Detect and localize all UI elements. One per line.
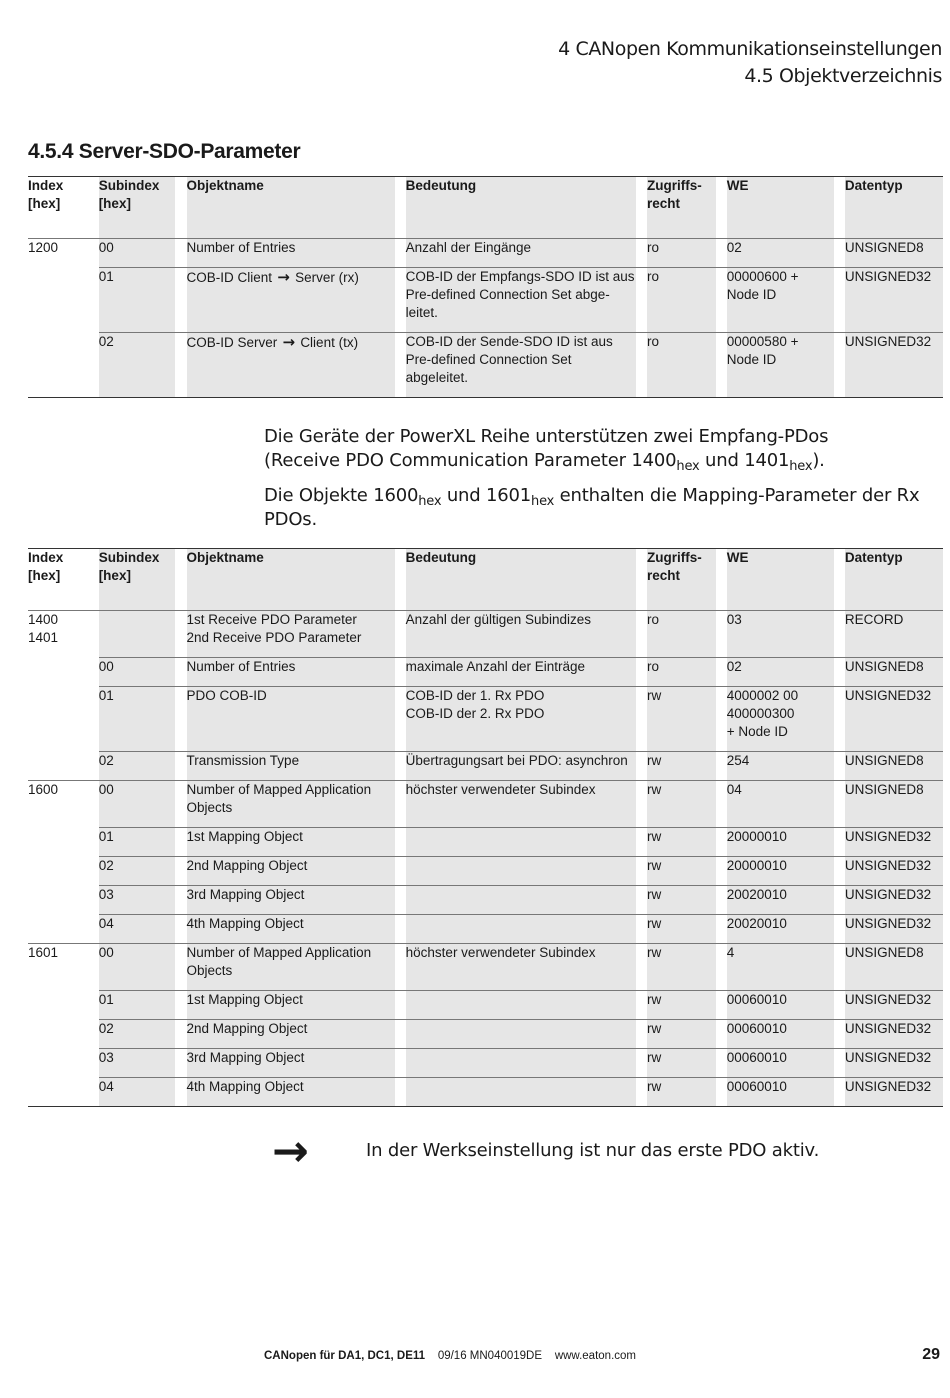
table-row xyxy=(28,915,943,944)
we-cell: 00060010 xyxy=(727,991,834,1020)
zugriff-cell: ro xyxy=(647,268,716,333)
header-objektname: Objektname xyxy=(187,549,395,611)
bedeutung-cell: Anzahl der Eingänge xyxy=(406,239,636,268)
table-row xyxy=(28,333,943,398)
note-text: In der Werkseinstellung ist nur das erste PDO aktiv. xyxy=(366,1140,820,1161)
table-row xyxy=(28,268,943,333)
datentyp-cell: UNSIGNED32 xyxy=(845,268,943,333)
we-cell: 02 xyxy=(727,658,834,687)
table-row xyxy=(28,1020,943,1049)
table-row xyxy=(28,611,943,658)
zugriff-cell: rw xyxy=(647,886,716,915)
objektname-cell: 4th Mapping Object xyxy=(187,1078,395,1107)
footer-doc-number: 09/16 MN040019DE xyxy=(437,1350,543,1362)
we-cell: 20020010 xyxy=(727,886,834,915)
bedeutung-cell xyxy=(406,991,636,1020)
zugriff-cell: rw xyxy=(647,991,716,1020)
bedeutung-cell xyxy=(406,857,636,886)
we-cell: 4 xyxy=(727,944,834,991)
table-row xyxy=(28,687,943,752)
paragraph-mapping xyxy=(264,484,924,532)
header-bedeutung: Bedeutung xyxy=(406,177,636,239)
datentyp-cell: UNSIGNED8 xyxy=(845,239,943,268)
objektname-cell: 1st Mapping Object xyxy=(187,991,395,1020)
server-sdo-table xyxy=(28,176,943,398)
subindex-cell xyxy=(99,611,176,658)
objektname-cell: Number of Mapped Application Objects xyxy=(187,781,395,828)
table-row xyxy=(28,752,943,781)
header-subindex: Subindex [hex] xyxy=(99,549,176,611)
right-arrow-icon: → xyxy=(277,333,301,351)
subindex-cell: 00 xyxy=(99,239,176,268)
datentyp-cell: UNSIGNED32 xyxy=(845,1020,943,1049)
objektname-cell: 4th Mapping Object xyxy=(187,915,395,944)
objektname-cell: 3rd Mapping Object xyxy=(187,886,395,915)
paragraph1-part-c: ). xyxy=(812,450,825,471)
index-cell: 1601 xyxy=(28,944,99,1107)
datentyp-cell: UNSIGNED32 xyxy=(845,915,943,944)
datentyp-cell: UNSIGNED32 xyxy=(845,857,943,886)
index-cell: 1200 xyxy=(28,239,99,398)
objektname-cell: Number of Entries xyxy=(187,658,395,687)
subindex-cell: 01 xyxy=(99,687,176,752)
objektname-cell: 2nd Mapping Object xyxy=(187,1020,395,1049)
we-cell: 03 xyxy=(727,611,834,658)
datentyp-cell: UNSIGNED8 xyxy=(845,658,943,687)
zugriff-cell: rw xyxy=(647,857,716,886)
footer-product: CANopen für DA1, DC1, DE11 xyxy=(264,1350,426,1362)
datentyp-cell: UNSIGNED32 xyxy=(845,687,943,752)
table-row xyxy=(28,1049,943,1078)
page-footer xyxy=(264,1350,636,1362)
footer-url: www.eaton.com xyxy=(554,1350,636,1362)
subindex-cell: 03 xyxy=(99,886,176,915)
zugriff-cell: rw xyxy=(647,1020,716,1049)
right-arrow-icon: → xyxy=(272,268,296,286)
bedeutung-cell: Anzahl der gültigen Subindizes xyxy=(406,611,636,658)
table-row xyxy=(28,857,943,886)
zugriff-cell: ro xyxy=(647,239,716,268)
objektname-cell: PDO COB-ID xyxy=(187,687,395,752)
bedeutung-cell: COB-ID der 1. Rx PDO COB-ID der 2. Rx PDO xyxy=(406,687,636,752)
table-row xyxy=(28,944,943,991)
we-cell: 00060010 xyxy=(727,1078,834,1107)
objektname-part: COB-ID Client xyxy=(186,270,273,285)
bedeutung-cell xyxy=(406,915,636,944)
paragraph2-part-b: und 1601 xyxy=(441,485,532,506)
datentyp-cell: UNSIGNED32 xyxy=(845,1049,943,1078)
subindex-cell: 01 xyxy=(99,828,176,857)
subindex-cell: 04 xyxy=(99,1078,176,1107)
header-we: WE xyxy=(727,177,834,239)
section-title: 4.5.4 Server-SDO-Parameter xyxy=(28,140,301,163)
subindex-cell: 02 xyxy=(99,1020,176,1049)
objektname-part: Server (rx) xyxy=(295,270,359,285)
we-cell: 4000002 00 400000300 + Node ID xyxy=(727,687,834,752)
subindex-cell: 03 xyxy=(99,1049,176,1078)
header-subindex: Subindex [hex] xyxy=(99,177,176,239)
subindex-cell: 02 xyxy=(99,333,176,398)
we-cell: 02 xyxy=(727,239,834,268)
index-cell: 1600 xyxy=(28,781,99,944)
subindex-cell: 04 xyxy=(99,915,176,944)
header-datentyp: Datentyp xyxy=(845,549,943,611)
datentyp-cell: UNSIGNED32 xyxy=(845,886,943,915)
objektname-cell: Transmission Type xyxy=(187,752,395,781)
zugriff-cell: rw xyxy=(647,781,716,828)
objektname-cell xyxy=(187,268,395,333)
bedeutung-cell: COB-ID der Empfangs-SDO ID ist aus Pre-defined Connection Set abge-leitet. xyxy=(406,268,636,333)
page-number: 29 xyxy=(922,1346,940,1363)
paragraph-receive-pdos xyxy=(264,425,924,473)
datentyp-cell: UNSIGNED32 xyxy=(845,828,943,857)
objektname-part: Client (tx) xyxy=(300,335,359,350)
subindex-cell: 00 xyxy=(99,944,176,991)
subindex-cell: 01 xyxy=(99,991,176,1020)
bedeutung-cell xyxy=(406,1020,636,1049)
table-row xyxy=(28,781,943,828)
hex-subscript: hex xyxy=(418,494,442,509)
zugriff-cell: ro xyxy=(647,333,716,398)
paragraph1-part-a: (Receive PDO Communication Parameter 1400 xyxy=(264,450,677,471)
table-row xyxy=(28,991,943,1020)
zugriff-cell: rw xyxy=(647,752,716,781)
right-arrow-icon: → xyxy=(272,1126,309,1177)
header-bedeutung: Bedeutung xyxy=(406,549,636,611)
header-index: Index [hex] xyxy=(28,550,64,583)
header-zugriff: Zugriffs-recht xyxy=(647,177,716,239)
bedeutung-cell: maximale Anzahl der Einträge xyxy=(406,658,636,687)
table-row xyxy=(28,1078,943,1107)
bedeutung-cell xyxy=(406,1049,636,1078)
objektname-cell: 3rd Mapping Object xyxy=(187,1049,395,1078)
objektname-cell xyxy=(187,333,395,398)
hex-subscript: hex xyxy=(676,459,700,474)
paragraph2-part-c: enthalten die Mapping-Parameter der Rx PDOs. xyxy=(264,485,920,530)
we-cell: 00060010 xyxy=(727,1049,834,1078)
header-we: WE xyxy=(727,549,834,611)
page-header xyxy=(558,36,942,90)
index-cell: 1400 1401 xyxy=(28,611,99,781)
header-objektname: Objektname xyxy=(187,177,395,239)
datentyp-cell: UNSIGNED8 xyxy=(845,752,943,781)
table-row xyxy=(28,239,943,268)
hex-subscript: hex xyxy=(531,494,555,509)
receive-pdo-table xyxy=(28,548,943,1107)
bedeutung-cell: höchster verwendeter Subindex xyxy=(406,781,636,828)
bedeutung-cell xyxy=(406,1078,636,1107)
zugriff-cell: rw xyxy=(647,828,716,857)
objektname-cell: 1st Receive PDO Parameter 2nd Receive PDO Parameter xyxy=(187,611,395,658)
bedeutung-cell xyxy=(406,828,636,857)
subindex-cell: 00 xyxy=(99,658,176,687)
we-cell: 00000580 + Node ID xyxy=(727,333,834,398)
objektname-part: COB-ID Server xyxy=(186,335,278,350)
chapter-title: 4 CANopen Kommunikationseinstellungen xyxy=(558,38,942,60)
bedeutung-cell: Übertragungsart bei PDO: asynchron xyxy=(406,752,636,781)
objektname-cell: 1st Mapping Object xyxy=(187,828,395,857)
zugriff-cell: rw xyxy=(647,1078,716,1107)
we-cell: 254 xyxy=(727,752,834,781)
we-cell: 20000010 xyxy=(727,857,834,886)
we-cell: 20020010 xyxy=(727,915,834,944)
bedeutung-cell: COB-ID der Sende-SDO ID ist aus Pre-defined Connection Set abgeleitet. xyxy=(406,333,636,398)
datentyp-cell: UNSIGNED8 xyxy=(845,781,943,828)
paragraph2-part-a: Die Objekte 1600 xyxy=(264,485,419,506)
zugriff-cell: rw xyxy=(647,944,716,991)
bedeutung-cell xyxy=(406,886,636,915)
objektname-cell: Number of Mapped Application Objects xyxy=(187,944,395,991)
header-index: Index [hex] xyxy=(28,178,64,211)
we-cell: 20000010 xyxy=(727,828,834,857)
objektname-cell: 2nd Mapping Object xyxy=(187,857,395,886)
zugriff-cell: rw xyxy=(647,687,716,752)
zugriff-cell: ro xyxy=(647,658,716,687)
hex-subscript: hex xyxy=(789,459,813,474)
header-datentyp: Datentyp xyxy=(845,177,943,239)
bedeutung-cell: höchster verwendeter Subindex xyxy=(406,944,636,991)
paragraph1-line1: Die Geräte der PowerXL Reihe unterstützen zwei Empfang-PDos xyxy=(264,426,829,447)
datentyp-cell: RECORD xyxy=(845,611,943,658)
we-cell: 00060010 xyxy=(727,1020,834,1049)
datentyp-cell: UNSIGNED32 xyxy=(845,333,943,398)
we-cell: 04 xyxy=(727,781,834,828)
table-row xyxy=(28,886,943,915)
zugriff-cell: rw xyxy=(647,915,716,944)
subindex-cell: 00 xyxy=(99,781,176,828)
datentyp-cell: UNSIGNED32 xyxy=(845,1078,943,1107)
subindex-cell: 02 xyxy=(99,752,176,781)
we-cell: 00000600 + Node ID xyxy=(727,268,834,333)
subindex-cell: 01 xyxy=(99,268,176,333)
section-subtitle: 4.5 Objektverzeichnis xyxy=(744,65,942,87)
table-row xyxy=(28,658,943,687)
table-row xyxy=(28,828,943,857)
zugriff-cell: ro xyxy=(647,611,716,658)
datentyp-cell: UNSIGNED8 xyxy=(845,944,943,991)
zugriff-cell: rw xyxy=(647,1049,716,1078)
datentyp-cell: UNSIGNED32 xyxy=(845,991,943,1020)
paragraph1-part-b: und 1401 xyxy=(699,450,790,471)
header-zugriff: Zugriffs-recht xyxy=(647,549,716,611)
subindex-cell: 02 xyxy=(99,857,176,886)
objektname-cell: Number of Entries xyxy=(187,239,395,268)
